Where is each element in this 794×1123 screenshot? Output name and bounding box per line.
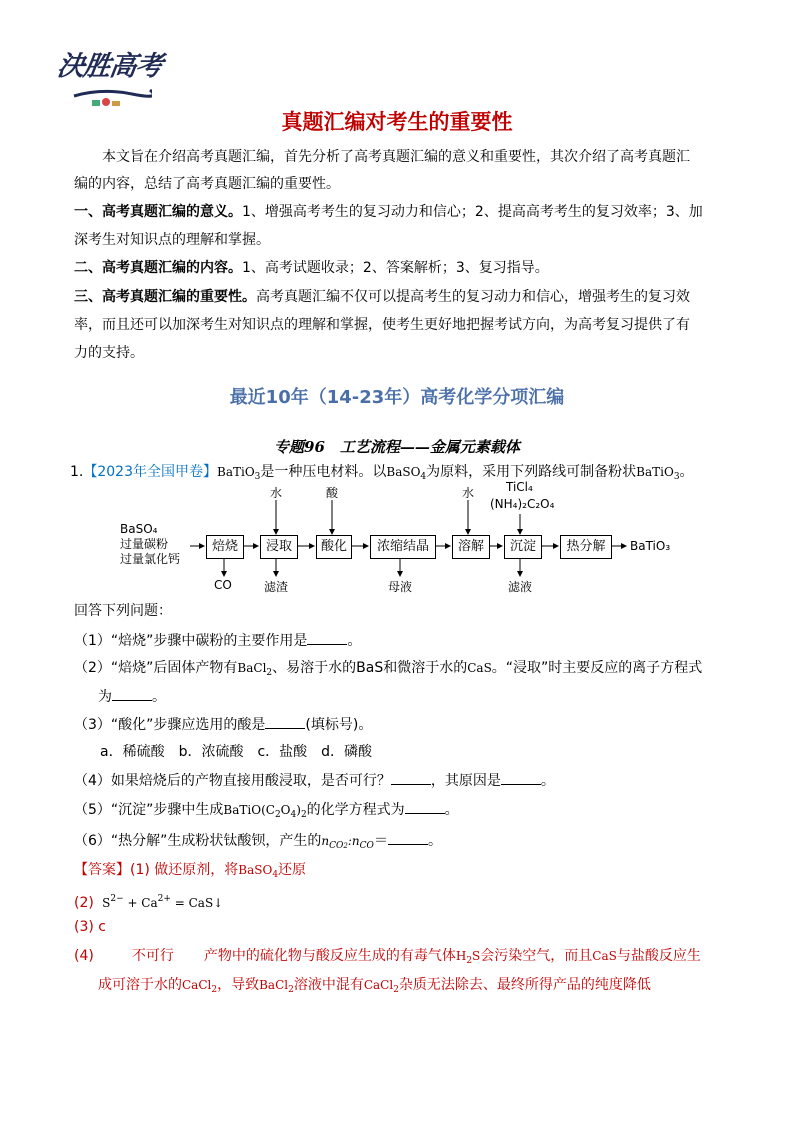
formula-cacl2: CaCl$_2$ (182, 978, 218, 995)
logo-decoration (72, 82, 152, 108)
subquestion-4 (74, 770, 724, 791)
question-number: 1. (70, 464, 84, 480)
answer-4-cont (98, 975, 748, 1000)
q4-text-a: （4）如果焙烧后的产物直接用酸浸取，是否可行？ (74, 773, 391, 789)
logo (55, 44, 168, 114)
answer-1-text-b: 还原 (278, 862, 307, 878)
formula-bacl2-answer: BaCl$_2$ (259, 978, 294, 995)
answer-2-label: (2) (74, 895, 94, 911)
flow-inputs (120, 522, 180, 567)
flow-step-dissolve: 溶解 (452, 535, 490, 559)
answer-4-text-c: 产物中的硫化物与酸反应生成的有毒气体 (203, 948, 456, 964)
flow-bottom-mother-liquor: 母液 (388, 580, 413, 594)
answer-1-text-a: (1) 做还原剂，将 (130, 862, 239, 878)
flow-bottom-filtrate: 滤液 (508, 580, 533, 594)
formula-cas: CaS (467, 661, 492, 675)
intro-p1: 本文旨在介绍高考真题汇编，首先分析了高考真题汇编的意义和重要性，其次介绍了高考真题汇 (102, 149, 690, 165)
answer-4-label: (4) (74, 948, 94, 964)
q4-blank-2[interactable] (501, 770, 541, 785)
q4-blank-1[interactable] (391, 770, 431, 785)
answer-label: 【答案】 (74, 862, 130, 878)
q6-text-b: ＝ (373, 833, 388, 849)
intro-s3 (74, 287, 724, 307)
formula-cacl2-2: CaCl$_2$ (363, 978, 399, 995)
question-source: 【2023年全国甲卷】 (83, 464, 217, 480)
s3-head: 三、高考真题汇编的重要性。 (74, 289, 256, 305)
s2-body: 1、高考试题收录；2、答案解析；3、复习指导。 (242, 260, 549, 276)
intro-s1 (74, 202, 724, 222)
q2-text-e: 。 (152, 689, 166, 705)
answer-4-text-d: 会污染空气，而且 (480, 948, 593, 964)
logo-text: 決胜高考 (55, 51, 164, 82)
s1-body: 1、增强高考考生的复习动力和信心；2、提高高考考生的复习效率；3、加 (242, 204, 703, 220)
intro-title: 真题汇编对考生的重要性 (281, 110, 513, 134)
q4-text-b: ，其原因是 (430, 773, 501, 789)
intro-p1b: 编的内容，总结了高考真题汇编的重要性。 (74, 176, 340, 192)
flow-input-baso4: BaSO₄ (120, 522, 158, 536)
q6-text-a: （6）“热分解”生成粉状钛酸钡，产生的 (74, 833, 322, 849)
flow-step-acidify: 酸化 (316, 535, 352, 559)
flow-top-oxalate: (NH₄)₂C₂O₄ (490, 497, 555, 511)
stem-text-a: 是一种压电材料。以 (260, 464, 387, 480)
formula-batio3-2: BaTiO$_3$ (636, 465, 680, 482)
q6-blank[interactable] (388, 830, 428, 845)
q4-text-c: 。 (540, 773, 555, 789)
q3-blank[interactable] (265, 714, 305, 729)
s2-head: 二、高考真题汇编的内容。 (74, 260, 242, 276)
intro-paragraph (74, 147, 724, 167)
q2-text-a: （2）“焙烧”后固体产物有 (74, 660, 238, 676)
q5-text-b: 的化学方程式为 (306, 802, 405, 818)
flow-step-roast: 焙烧 (206, 535, 244, 559)
flow-step-precipitate: 沉淀 (504, 535, 542, 559)
flow-step-leach: 浸取 (260, 535, 298, 559)
subquestion-2 (74, 658, 724, 683)
subquestion-2-cont (98, 686, 748, 707)
formula-cas-answer: CaS (592, 949, 617, 963)
q5-text-c: 。 (444, 802, 459, 818)
stem-text-b: 为原料，采用下列路线可制备粉状 (426, 464, 637, 480)
s1-body2: 深考生对知识点的理解和掌握。 (74, 232, 270, 248)
answer-2 (74, 889, 724, 913)
q3-end: (填标号)。 (305, 717, 373, 733)
subquestion-1 (74, 630, 724, 651)
q2-text-c: 。“浸取”时主要反应的离子方程式 (491, 660, 703, 676)
q2-text-d: 为 (98, 689, 112, 705)
q1-end: 。 (347, 633, 362, 649)
subquestion-3 (74, 714, 724, 735)
formula-nco2-nco: $n_{CO2}:n_{CO}$ (321, 834, 374, 851)
answer-4-text-g: ，导致 (217, 977, 260, 993)
q1-blank[interactable] (307, 630, 347, 645)
answer-4 (74, 946, 724, 971)
question-prompt: 回答下列问题： (74, 603, 172, 619)
q3-options: a．稀硫酸 b．浓硫酸 c．盐酸 d．磷酸 (100, 744, 373, 760)
stem-text-c: 。 (679, 464, 694, 480)
q5-blank[interactable] (405, 799, 445, 814)
answer-1 (74, 860, 724, 885)
flow-product: BaTiO₃ (630, 539, 671, 553)
q5-text-a: （5）“沉淀”步骤中生成 (74, 802, 224, 818)
q1-text: （1）“焙烧”步骤中碳粉的主要作用是 (74, 633, 308, 649)
formula-bacl2: BaCl$_2$ (237, 661, 273, 678)
flow-top-water-2: 水 (462, 486, 475, 500)
formula-baso4: BaSO$_4$ (386, 465, 427, 482)
subquestion-6 (74, 830, 724, 856)
process-flow-diagram (118, 480, 698, 600)
q2-blank[interactable] (112, 686, 152, 701)
section-title: 最近10年（14-23年）高考化学分项汇编 (229, 387, 565, 408)
flow-step-crystallize: 浓缩结晶 (370, 535, 436, 559)
answer-3: (3) c (74, 919, 106, 935)
q2-text-b: 、易溶于水的BaS和微溶于水的 (272, 660, 468, 676)
flow-top-water-1: 水 (270, 486, 283, 500)
flow-input-cacl2: 过量氯化钙 (120, 552, 181, 566)
answer-4-text-h: 溶液中混有 (293, 977, 364, 993)
s1-head: 一、高考真题汇编的意义。 (74, 204, 242, 220)
flow-top-acid: 酸 (326, 486, 339, 500)
subquestion-5 (74, 799, 724, 825)
intro-s2 (74, 258, 724, 278)
q3-text: （3）“酸化”步骤应选用的酸是 (74, 717, 266, 733)
answer-4-text-i: 杂质无法除去、最终所得产品的纯度降低 (398, 977, 651, 993)
flow-bottom-residue: 滤渣 (264, 580, 289, 594)
flow-input-carbon: 过量碳粉 (120, 537, 169, 551)
answer-4-verdict: 不可行 (131, 948, 174, 964)
formula-batio-c2o4: $BaTiO(C_2O_4)_2$ (223, 803, 307, 820)
answer-4-text-e: 与盐酸反应生 (616, 948, 701, 964)
q6-text-c: 。 (427, 833, 442, 849)
flow-top-ticl4: TiCl₄ (506, 480, 533, 494)
topic-title: 专题96 工艺流程——金属元素载体 (274, 438, 520, 456)
answer-4-text-f: 成可溶于水的 (98, 977, 182, 993)
s3-body3: 力的支持。 (74, 345, 144, 361)
formula-batio3: BaTiO$_3$ (217, 465, 261, 482)
formula-h2s: $H_2S$ (455, 949, 481, 966)
s3-body: 高考真题汇编不仅可以提高考生的复习动力和信心，增强考生的复习效 (256, 289, 690, 305)
answer-2-equation: $S^{2-} + Ca^{2+}$ = CaS↓ (98, 894, 224, 910)
flow-step-decompose: 热分解 (560, 535, 612, 559)
s3-body2: 率，而且还可以加深考生对知识点的理解和掌握，使考生更好地把握考试方向，为高考复习提供了有 (74, 317, 690, 333)
flow-bottom-co: CO (214, 578, 232, 592)
formula-baso4-answer: BaSO$_4$ (238, 863, 279, 880)
